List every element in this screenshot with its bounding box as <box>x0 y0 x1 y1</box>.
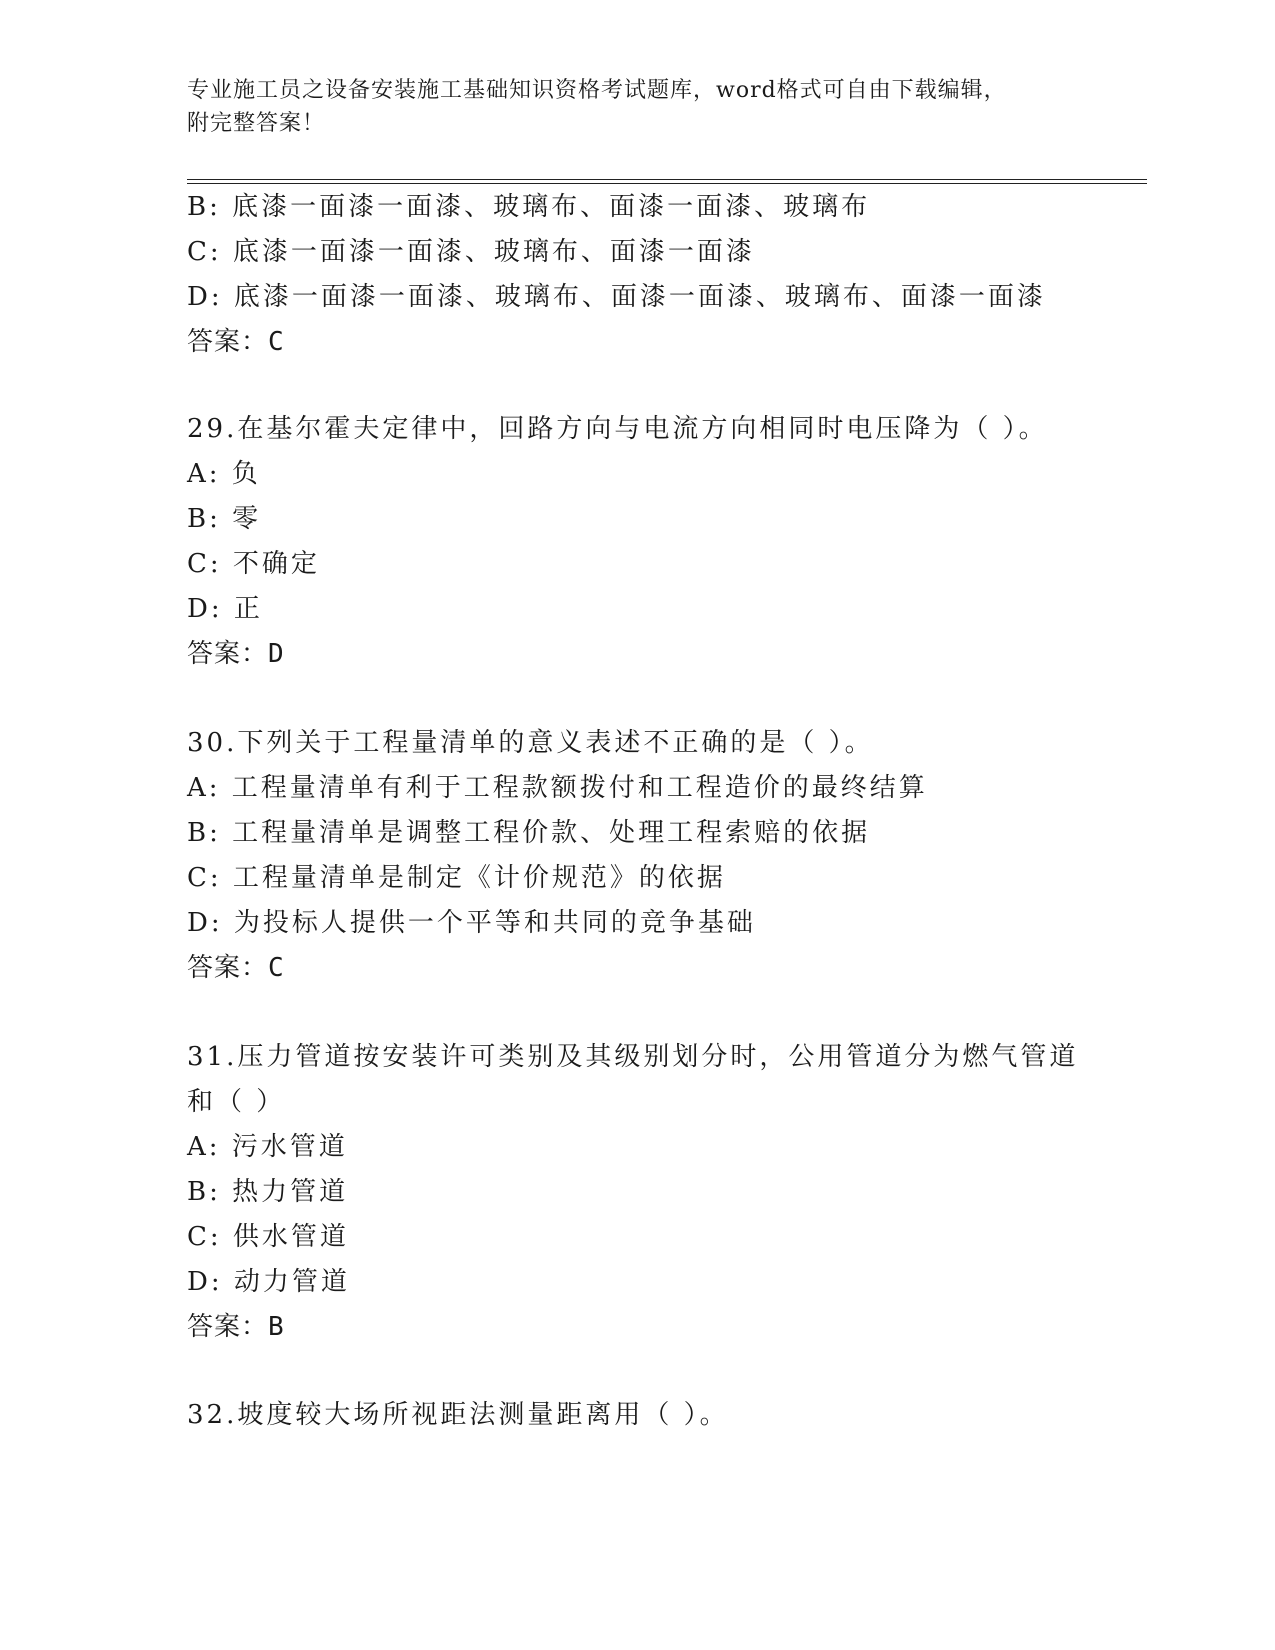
header-line-1: 专业施工员之设备安装施工基础知识资格考试题库，word格式可自由下载编辑， <box>187 78 1007 103</box>
header-divider-bottom <box>187 183 1147 184</box>
q31-option-c: C: 供水管道 <box>187 1222 349 1252</box>
q31-option-d: D: 动力管道 <box>187 1267 350 1297</box>
q29-option-c: C: 不确定 <box>187 549 320 579</box>
answer-label: 答案： <box>187 1312 269 1342</box>
q28-option-d: D: 底漆一面漆一面漆、玻璃布、面漆一面漆、玻璃布、面漆一面漆 <box>187 282 1046 312</box>
document-header <box>187 74 1147 140</box>
q31-option-b: B: 热力管道 <box>187 1177 349 1207</box>
q30-option-c: C: 工程量清单是制定《计价规范》的依据 <box>187 863 726 893</box>
q30-stem: 30.下列关于工程量清单的意义表述不正确的是（ ）。 <box>187 728 874 758</box>
q31-option-a: A: 污水管道 <box>187 1132 348 1162</box>
header-divider-top <box>187 179 1147 180</box>
q30-option-b: B: 工程量清单是调整工程价款、处理工程索赔的依据 <box>187 818 871 848</box>
answer-value: B <box>268 1312 285 1342</box>
answer-label: 答案： <box>187 327 269 357</box>
q28-answer <box>187 325 285 359</box>
q28-option-b: B: 底漆一面漆一面漆、玻璃布、面漆一面漆、玻璃布 <box>187 192 871 222</box>
header-line-2: 附完整答案！ <box>187 111 326 136</box>
q30-answer <box>187 951 285 985</box>
answer-label: 答案： <box>187 639 269 669</box>
answer-label: 答案： <box>187 953 269 983</box>
q32-stem: 32.坡度较大场所视距法测量距离用（ ）。 <box>187 1400 729 1430</box>
q28-option-c: C: 底漆一面漆一面漆、玻璃布、面漆一面漆 <box>187 237 755 267</box>
answer-value: C <box>268 953 285 983</box>
q29-option-d: D: 正 <box>187 594 263 624</box>
q31-stem-line-1: 31.压力管道按安装许可类别及其级别划分时，公用管道分为燃气管道 <box>187 1042 1079 1072</box>
q29-stem: 29.在基尔霍夫定律中，回路方向与电流方向相同时电压降为（ ）。 <box>187 414 1048 444</box>
q29-option-a: A: 负 <box>187 459 261 489</box>
q29-answer <box>187 637 285 671</box>
q31-answer <box>187 1310 285 1344</box>
q30-option-d: D: 为投标人提供一个平等和共同的竞争基础 <box>187 908 756 938</box>
q30-option-a: A: 工程量清单有利于工程款额拨付和工程造价的最终结算 <box>187 773 928 803</box>
answer-value: D <box>268 639 285 669</box>
q31-stem-line-2: 和（ ） <box>187 1087 286 1117</box>
q29-option-b: B: 零 <box>187 504 262 534</box>
answer-value: C <box>268 327 285 357</box>
